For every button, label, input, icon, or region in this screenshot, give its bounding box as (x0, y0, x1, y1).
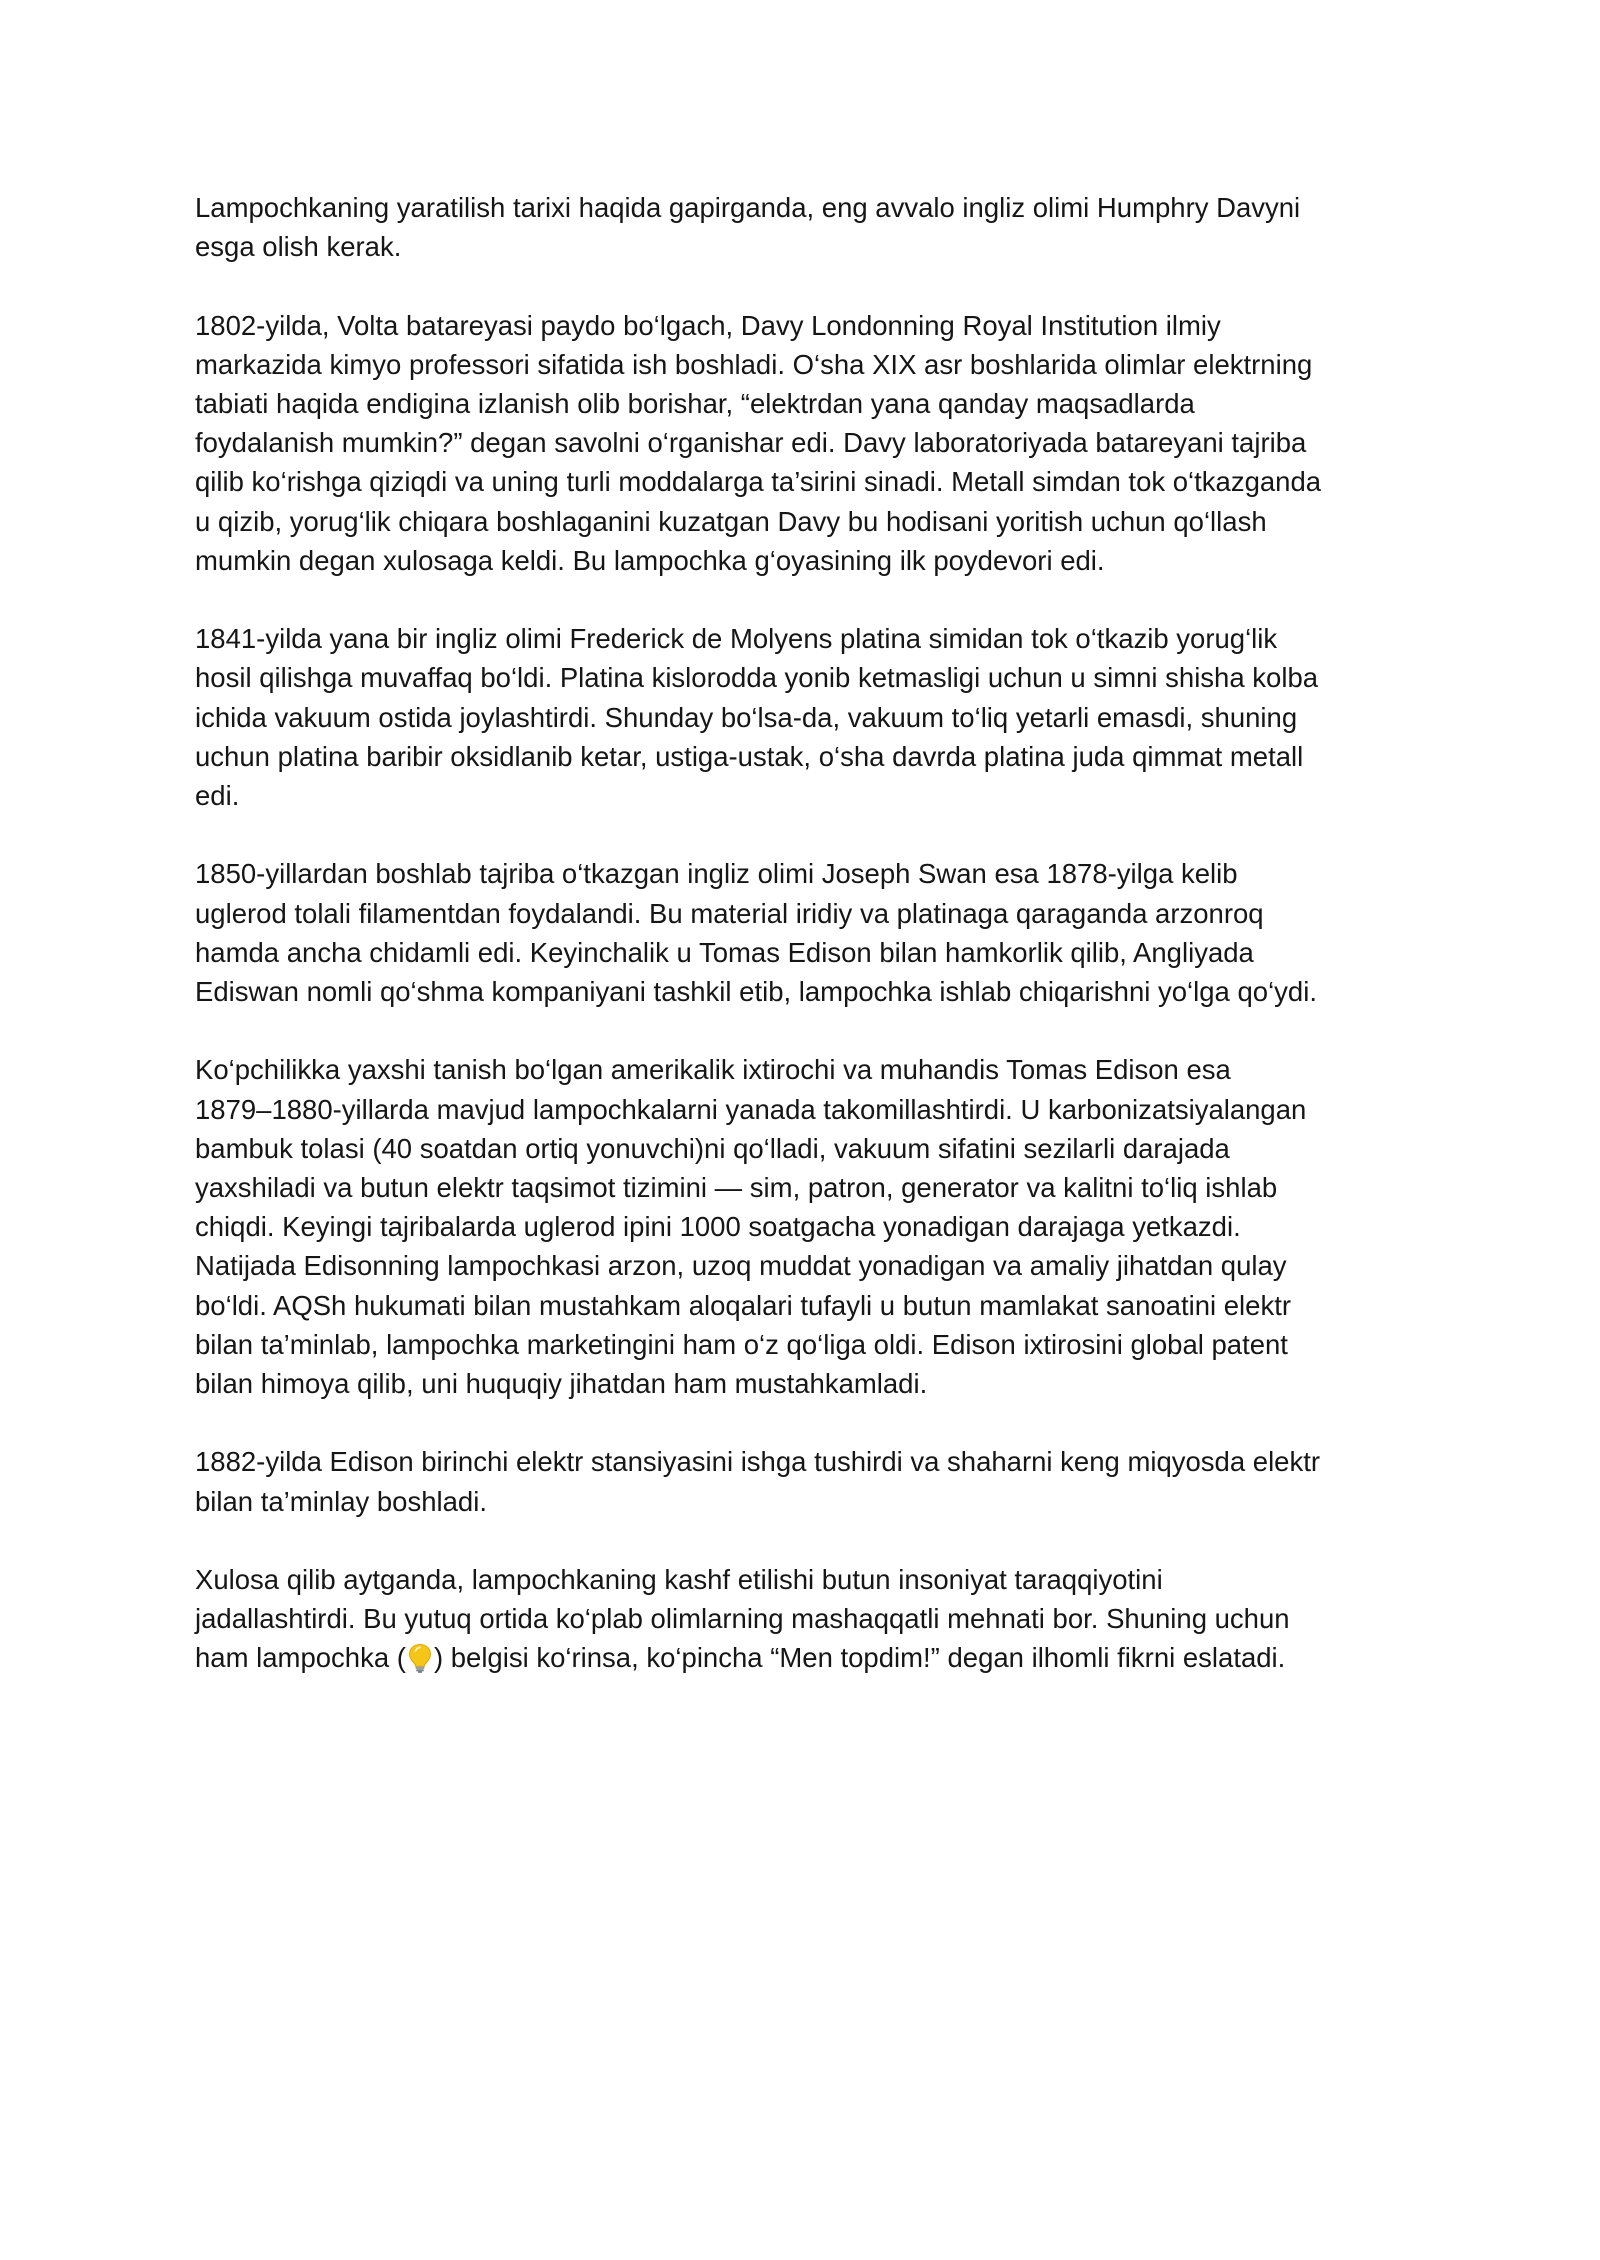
paragraph-edison-1879: Ko‘pchilikka yaxshi tanish bo‘lgan amerikalik ixtirochi va muhandis Tomas Edison esa 1879–1880-yillarda mavjud lampochkalarni yanada takomillashtirdi. U karbonizatsiyalangan bambuk tolasi (40 soatdan ortiq yonuvchi)ni qo‘lladi, vakuum sifatini sezilarli darajada yaxshiladi va butun elektr taqsimot tizimini — sim, patron, generator va kalitni to‘liq ishlab chiqdi. Keyingi tajribalarda uglerod ipini 1000 soatgacha yonadigan darajaga yetkazdi. Natijada Edisonning lampochkasi arzon, uzoq muddat yonadigan va amaliy jihatdan qulay bo‘ldi. AQSh hukumati bilan mustahkam aloqalari tufayli u butun mamlakat sanoatini elektr bilan ta’minlab, lampochka marketingini ham o‘z qo‘liga oldi. Edison ixtirosini global patent bilan himoya qilib, uni huquqiy jihatdan ham mustahkamladi. (195, 1054, 1307, 1400)
paragraph-davy-1802: 1802-yilda, Volta batareyasi paydo bo‘lgach, Davy Londonning Royal Institution ilmiy markazida kimyo professori sifatida ish boshladi. O‘sha XIX asr boshlarida olimlar elektrning tabiati haqida endigina izlanish olib borishar, “elektrdan yana qanday maqsadlarda foydalanish mumkin?” degan savolni o‘rganishar edi. Davy laboratoriyada batareyani tajriba qilib ko‘rishga qiziqdi va uning turli moddalarga ta’sirini sinadi. Metall simdan tok o‘tkazganda u qizib, yorug‘lik chiqara boshlaganini kuzatgan Davy bu hodisani yoritish uchun qo‘llash mumkin degan xulosaga keldi. Bu lampochka g‘oyasining ilk poydevori edi. (195, 309, 1322, 576)
paragraph-molyens-1841: 1841-yilda yana bir ingliz olimi Frederick de Molyens platina simidan tok o‘tkazib yorug‘lik hosil qilishga muvaffaq bo‘ldi. Platina kislorodda yonib ketmasligi uchun u simni shisha kolba ichida vakuum ostida joylashtirdi. Shunday bo‘lsa-da, vakuum to‘liq yetarli emasdi, shuning uchun platina baribir oksidlanib ketar, ustiga-ustak, o‘sha davrda platina juda qimmat metall edi. (195, 623, 1319, 812)
paragraph-station-1882: 1882-yilda Edison birinchi elektr stansiyasini ishga tushirdi va shaharni keng miqyosda elektr bilan ta’minlay boshladi. (195, 1446, 1321, 1517)
conclusion-text-end: ) belgisi ko‘rinsa, ko‘pincha “Men topdim!” degan ilhomli fikrni eslatadi. (433, 1642, 1286, 1674)
paragraph-swan-1850: 1850-yillardan boshlab tajriba o‘tkazgan ingliz olimi Joseph Swan esa 1878-yilga kelib uglerod tolali filamentdan foydalandi. Bu material iridiy va platinaga qaraganda arzonroq hamda ancha chidamli edi. Keyinchalik u Tomas Edison bilan hamkorlik qilib, Angliyada Ediswan nomli qo‘shma kompaniyani tashkil etib, lampochka ishlab chiqarishni yo‘lga qo‘ydi. (195, 858, 1317, 1008)
light-bulb-icon (407, 1643, 433, 1673)
conclusion-text-start: Xulosa qilib aytganda, lampochkaning kashf etilishi butun insoniyat taraqqiyotini jadallashtirdi. Bu yutuq ortida ko‘plab olimlarning mashaqqatli mehnati bor. Shuning uchun ham lampochka ( (195, 1564, 1290, 1674)
paragraph-conclusion (195, 1560, 1435, 1678)
document-body (195, 188, 1435, 1717)
paragraph-intro: Lampochkaning yaratilish tarixi haqida gapirganda, eng avvalo ingliz olimi Humphry Davyni esga olish kerak. (195, 192, 1301, 263)
